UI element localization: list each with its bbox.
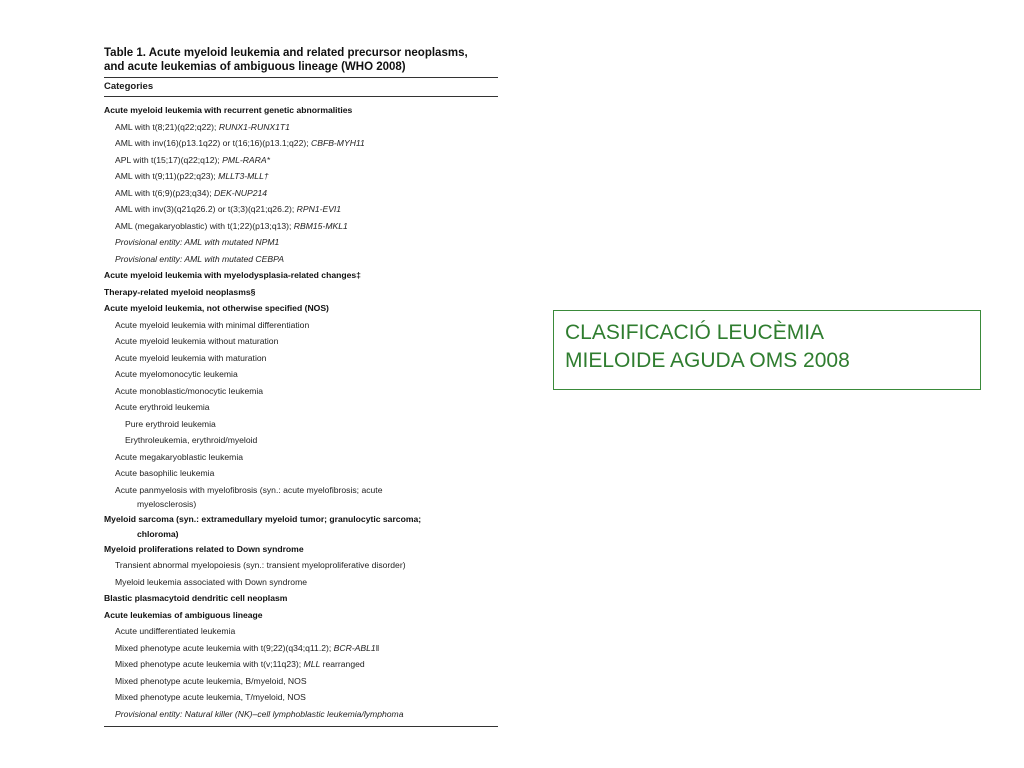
category-item (104, 317, 498, 334)
table-rows (104, 97, 498, 726)
category-item (104, 119, 498, 136)
row-text: AML with inv(3)(q21q26.2) or t(3;3)(q21;q26.2); (115, 204, 297, 214)
category-item (104, 623, 498, 640)
category-heading (104, 511, 498, 528)
gene-fusion: RBM15-MKL1 (293, 220, 348, 231)
gene-fusion: DEK-NUP214 (214, 187, 268, 198)
row-text: Provisional entity: Natural killer (NK)–cell lymphoblastic leukemia/lymphoma (115, 708, 404, 719)
category-item (104, 399, 498, 416)
category-item (104, 383, 498, 400)
categories-header: Categories (104, 81, 154, 92)
category-item (104, 498, 498, 511)
category-item (104, 135, 498, 152)
row-text: Acute myeloid leukemia with myelodysplasia-related changes‡ (104, 270, 361, 280)
row-text: Pure erythroid leukemia (125, 418, 216, 429)
category-item (104, 574, 498, 591)
category-heading (104, 607, 498, 624)
category-item (104, 706, 498, 723)
row-text: Mixed phenotype acute leukemia, T/myeloid, NOS (115, 692, 306, 702)
row-text: Acute myeloid leukemia with maturation (115, 352, 267, 363)
caption-line-2: MIELOIDE AGUDA OMS 2008 (565, 349, 850, 372)
row-text: Provisional entity: AML with mutated CEBPA (115, 253, 284, 264)
category-item (104, 689, 498, 706)
row-text-suffix: rearranged (320, 659, 365, 669)
row-text: Acute undifferentiated leukemia (115, 626, 236, 636)
category-item (104, 333, 498, 350)
table-title-line-1: Table 1. Acute myeloid leukemia and related precursor neoplasms, (104, 47, 468, 59)
row-text: AML with t(9;11)(p22;q23); (115, 171, 219, 181)
category-heading (104, 300, 498, 317)
row-text: Acute myeloid leukemia with minimal differentiation (115, 319, 310, 330)
table-title-line-2: and acute leukemias of ambiguous lineage (WHO 2008) (104, 61, 406, 73)
category-heading (104, 590, 498, 607)
category-item (104, 673, 498, 690)
category-item (104, 366, 498, 383)
category-item (104, 185, 498, 202)
category-heading (104, 102, 498, 119)
category-item (104, 640, 498, 657)
gene-fusion: CBFB-MYH11 (311, 138, 365, 148)
category-item (104, 416, 498, 433)
gene-fusion: RUNX1-RUNX1T1 (218, 121, 290, 132)
row-text: Therapy-related myeloid neoplasms§ (104, 286, 256, 297)
gene-fusion: MLL (303, 659, 321, 669)
who-2008-table (104, 46, 498, 727)
row-text: AML (megakaryoblastic) with t(1;22)(p13;q13); (115, 220, 294, 231)
category-item (104, 152, 498, 169)
row-text: APL with t(15;17)(q22;q12); (115, 154, 223, 165)
table-title (104, 46, 498, 74)
category-item (104, 234, 498, 251)
row-text: AML with t(8;21)(q22;q22); (115, 121, 219, 132)
row-text: Acute monoblastic/monocytic leukemia (115, 385, 264, 396)
row-text: Myeloid leukemia associated with Down syndrome (115, 576, 308, 587)
caption-line-1: CLASIFICACIÓ LEUCÈMIA (565, 321, 825, 344)
row-text: Mixed phenotype acute leukemia with t(9;22)(q34;q11.2); (115, 642, 334, 653)
category-heading (104, 541, 498, 558)
row-text: Mixed phenotype acute leukemia, B/myeloid, NOS (115, 675, 307, 686)
row-text: myelosclerosis) (137, 499, 197, 509)
row-text: Acute panmyelosis with myelofibrosis (syn.: acute myelofibrosis; acute (115, 484, 383, 495)
category-item (104, 449, 498, 466)
gene-fusion: RPN1-EVI1 (296, 204, 342, 214)
row-text: Provisional entity: AML with mutated NPM1 (115, 237, 280, 247)
category-item (104, 201, 498, 218)
category-item (104, 557, 498, 574)
category-item (104, 251, 498, 268)
row-text: Erythroleukemia, erythroid/myeloid (125, 435, 258, 445)
gene-fusion: MLLT3-MLL† (218, 171, 269, 181)
row-text: AML with inv(16)(p13.1q22) or t(16;16)(p13.1;q22); (115, 138, 312, 148)
gene-fusion: BCR-ABL1‖ (333, 642, 380, 653)
category-item (104, 350, 498, 367)
row-text: Acute myeloid leukemia, not otherwise specified (NOS) (104, 303, 329, 313)
row-text: Blastic plasmacytoid dendritic cell neoplasm (104, 593, 288, 603)
caption-box (553, 310, 981, 390)
row-text: Acute erythroid leukemia (115, 402, 210, 412)
row-text: Myeloid proliferations related to Down syndrome (104, 543, 304, 554)
row-text: Myeloid sarcoma (syn.: extramedullary myeloid tumor; granulocytic sarcoma; (104, 514, 422, 524)
table-bottom-rule (104, 726, 498, 727)
category-item (104, 482, 498, 499)
category-item (104, 432, 498, 449)
category-heading (104, 528, 498, 541)
row-text: Mixed phenotype acute leukemia with t(v;11q23); (115, 659, 304, 669)
category-heading (104, 267, 498, 284)
row-text: Acute basophilic leukemia (115, 468, 215, 478)
gene-fusion: PML-RARA* (222, 154, 270, 165)
category-heading (104, 284, 498, 301)
row-text: Acute leukemias of ambiguous lineage (104, 609, 263, 620)
category-item (104, 656, 498, 673)
row-text: Acute megakaryoblastic leukemia (115, 451, 244, 462)
row-text: Acute myeloid leukemia without maturation (115, 336, 279, 346)
category-item (104, 218, 498, 235)
row-text: AML with t(6;9)(p23;q34); (115, 187, 215, 198)
row-text: chloroma) (137, 528, 179, 539)
row-text: Transient abnormal myelopoiesis (syn.: transient myeloproliferative disorder) (115, 560, 406, 570)
category-item (104, 168, 498, 185)
category-item (104, 465, 498, 482)
row-text: Acute myelomonocytic leukemia (115, 369, 238, 379)
row-text: Acute myeloid leukemia with recurrent genetic abnormalities (104, 105, 353, 115)
